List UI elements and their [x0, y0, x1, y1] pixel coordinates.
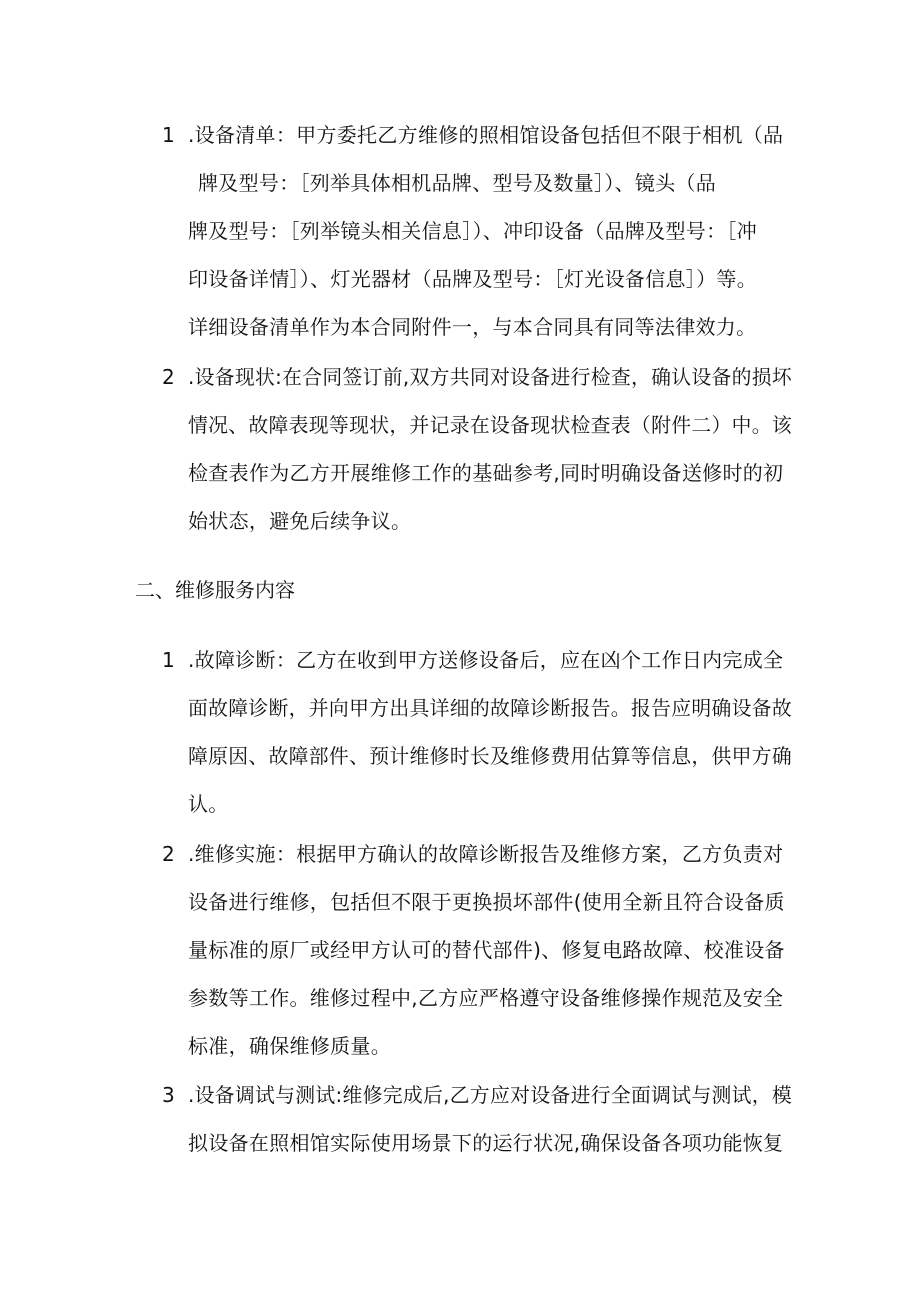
clause-text-line: .故障诊断：乙方在收到甲方送修设备后，应在凶个工作日内完成全 [188, 648, 784, 672]
clause-text-line: .设备调试与测试:维修完成后,乙方应对设备进行全面调试与测试，模 [188, 1083, 793, 1107]
clause-text-line: 牌及型号：［列举具体相机品牌、型号及数量］）、镜头（品 [198, 171, 717, 195]
clause-text-line: 检查表作为乙方开展维修工作的基础参考,同时明确设备送修时的初 [188, 461, 784, 485]
clause-text-line: 拟设备在照相馆实际使用场景下的运行状况,确保设备各项功能恢复 [188, 1131, 784, 1155]
clause-number: 1 [162, 123, 175, 147]
clause-text-line: 参数等工作。维修过程中,乙方应严格遵守设备维修操作规范及安全 [188, 986, 784, 1010]
clause-text-line: 情况、故障表现等现状，并记录在设备现状检查表（附件二）中。该 [188, 413, 792, 437]
clause-text-line: 障原因、故障部件、预计维修时长及维修费用估算等信息，供甲方确 [188, 744, 792, 768]
clause-text-line: 牌及型号：［列举镜头相关信息］）、冲印设备（品牌及型号：［冲 [188, 219, 757, 243]
clause-text-line: .设备清单：甲方委托乙方维修的照相馆设备包括但不限于相机（品 [188, 123, 784, 147]
clause-text-line: 标准，确保维修质量。 [188, 1034, 391, 1058]
clause-number: 3 [162, 1083, 175, 1107]
clause-text-line: 面故障诊断，并向甲方出具详细的故障诊断报告。报告应明确设备故 [188, 696, 792, 720]
clause-number: 2 [162, 365, 175, 389]
clause-text-line: 详细设备清单作为本合同附件一，与本合同具有同等法律效力。 [188, 315, 757, 339]
clause-text-line: 始状态，避免后续争议。 [188, 509, 412, 533]
clause-text-line: 印设备详情］）、灯光器材（品牌及型号：［灯光设备信息］）等。 [188, 267, 757, 291]
clause-text-line: 量标准的原厂或经甲方认可的替代部件)、修复电路故障、校准设备 [188, 938, 785, 962]
clause-number: 2 [162, 842, 175, 866]
clause-number: 1 [162, 648, 175, 672]
clause-text-line: .设备现状:在合同签订前,双方共同对设备进行检查，确认设备的损坏 [188, 365, 793, 389]
section-heading: 二、维修服务内容 [135, 578, 295, 602]
clause-text-line: 设备进行维修，包括但不限于更换损坏部件(使用全新且符合设备质 [188, 890, 785, 914]
clause-text-line: 认。 [188, 792, 229, 816]
clause-text-line: .维修实施：根据甲方确认的故障诊断报告及维修方案，乙方负责对 [188, 842, 784, 866]
